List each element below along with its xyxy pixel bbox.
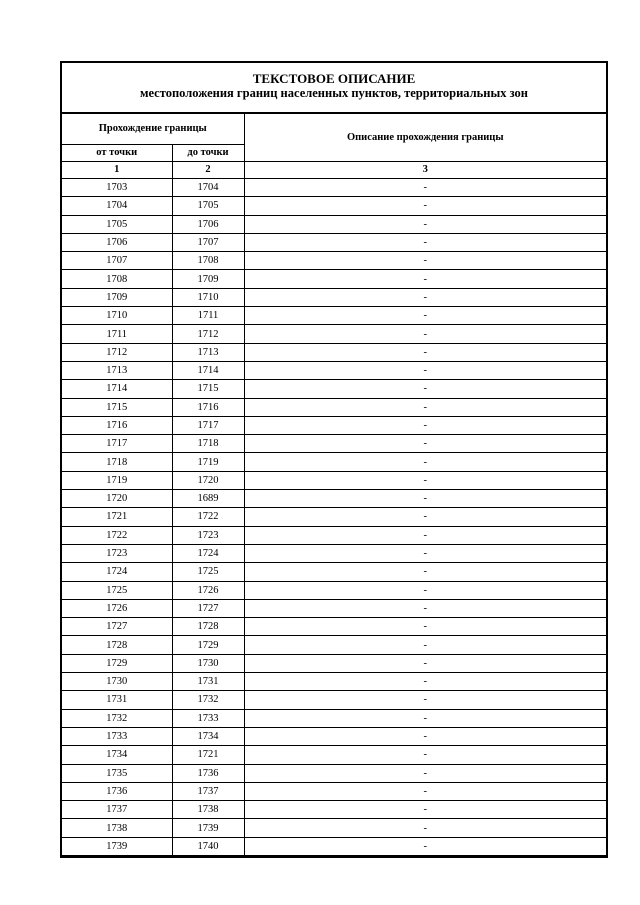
cell-description: - xyxy=(244,837,606,855)
cell-description: - xyxy=(244,764,606,782)
cell-to-point: 1711 xyxy=(172,307,244,325)
cell-to-point: 1724 xyxy=(172,544,244,562)
document-subtitle: местоположения границ населенных пунктов, территориальных зон xyxy=(139,86,529,100)
table-row xyxy=(62,563,606,581)
table-row xyxy=(62,727,606,745)
cell-description: - xyxy=(244,435,606,453)
cell-to-point: 1706 xyxy=(172,215,244,233)
cell-description: - xyxy=(244,380,606,398)
cell-to-point: 1720 xyxy=(172,471,244,489)
cell-to-point: 1740 xyxy=(172,837,244,855)
cell-to-point: 1719 xyxy=(172,453,244,471)
table-row xyxy=(62,453,606,471)
cell-from-point: 1706 xyxy=(62,233,172,251)
cell-from-point: 1733 xyxy=(62,727,172,745)
cell-to-point: 1738 xyxy=(172,801,244,819)
header-description: Описание прохождения границы xyxy=(244,114,606,162)
cell-description: - xyxy=(244,599,606,617)
cell-to-point: 1708 xyxy=(172,252,244,270)
cell-to-point: 1732 xyxy=(172,691,244,709)
table-row xyxy=(62,654,606,672)
cell-from-point: 1734 xyxy=(62,746,172,764)
table-row xyxy=(62,179,606,197)
cell-to-point: 1723 xyxy=(172,526,244,544)
cell-from-point: 1716 xyxy=(62,416,172,434)
cell-from-point: 1721 xyxy=(62,508,172,526)
cell-from-point: 1707 xyxy=(62,252,172,270)
header-col-3: 3 xyxy=(244,162,606,179)
table-row xyxy=(62,361,606,379)
cell-from-point: 1711 xyxy=(62,325,172,343)
title-block xyxy=(62,63,606,113)
table-row xyxy=(62,270,606,288)
cell-description: - xyxy=(244,654,606,672)
table-row xyxy=(62,233,606,251)
cell-description: - xyxy=(244,361,606,379)
cell-to-point: 1704 xyxy=(172,179,244,197)
cell-to-point: 1716 xyxy=(172,398,244,416)
cell-to-point: 1734 xyxy=(172,727,244,745)
cell-from-point: 1735 xyxy=(62,764,172,782)
cell-description: - xyxy=(244,416,606,434)
table-row xyxy=(62,618,606,636)
cell-from-point: 1739 xyxy=(62,837,172,855)
table-row xyxy=(62,416,606,434)
table-row xyxy=(62,490,606,508)
table-row xyxy=(62,380,606,398)
cell-to-point: 1707 xyxy=(172,233,244,251)
table-row xyxy=(62,764,606,782)
cell-to-point: 1729 xyxy=(172,636,244,654)
cell-from-point: 1737 xyxy=(62,801,172,819)
cell-description: - xyxy=(244,727,606,745)
table-row xyxy=(62,215,606,233)
cell-to-point: 1713 xyxy=(172,343,244,361)
cell-from-point: 1717 xyxy=(62,435,172,453)
table-bottom-rule xyxy=(60,856,608,858)
cell-to-point: 1730 xyxy=(172,654,244,672)
table-row xyxy=(62,673,606,691)
cell-from-point: 1736 xyxy=(62,782,172,800)
table-row xyxy=(62,837,606,855)
cell-to-point: 1689 xyxy=(172,490,244,508)
cell-from-point: 1722 xyxy=(62,526,172,544)
cell-from-point: 1710 xyxy=(62,307,172,325)
table-row xyxy=(62,325,606,343)
cell-description: - xyxy=(244,544,606,562)
cell-from-point: 1724 xyxy=(62,563,172,581)
cell-to-point: 1733 xyxy=(172,709,244,727)
table-row xyxy=(62,746,606,764)
cell-from-point: 1725 xyxy=(62,581,172,599)
table-row xyxy=(62,526,606,544)
cell-from-point: 1738 xyxy=(62,819,172,837)
table-row xyxy=(62,782,606,800)
cell-to-point: 1722 xyxy=(172,508,244,526)
boundary-description-sheet xyxy=(60,61,608,856)
cell-to-point: 1714 xyxy=(172,361,244,379)
cell-description: - xyxy=(244,270,606,288)
table-row xyxy=(62,435,606,453)
cell-to-point: 1712 xyxy=(172,325,244,343)
cell-description: - xyxy=(244,782,606,800)
document-title: ТЕКСТОВОЕ ОПИСАНИЕ xyxy=(252,71,416,86)
table-row xyxy=(62,398,606,416)
table-row xyxy=(62,343,606,361)
cell-from-point: 1704 xyxy=(62,197,172,215)
header-col-1: 1 xyxy=(62,162,172,179)
cell-from-point: 1723 xyxy=(62,544,172,562)
table-row xyxy=(62,691,606,709)
cell-to-point: 1715 xyxy=(172,380,244,398)
cell-description: - xyxy=(244,215,606,233)
table-row xyxy=(62,544,606,562)
cell-from-point: 1726 xyxy=(62,599,172,617)
table-row xyxy=(62,197,606,215)
table-row xyxy=(62,819,606,837)
cell-from-point: 1727 xyxy=(62,618,172,636)
cell-from-point: 1730 xyxy=(62,673,172,691)
cell-from-point: 1728 xyxy=(62,636,172,654)
cell-to-point: 1717 xyxy=(172,416,244,434)
cell-to-point: 1721 xyxy=(172,746,244,764)
cell-description: - xyxy=(244,288,606,306)
cell-description: - xyxy=(244,197,606,215)
cell-description: - xyxy=(244,325,606,343)
cell-description: - xyxy=(244,746,606,764)
table-row xyxy=(62,636,606,654)
cell-description: - xyxy=(244,307,606,325)
cell-to-point: 1710 xyxy=(172,288,244,306)
header-from-point: от точки xyxy=(62,145,172,162)
cell-from-point: 1720 xyxy=(62,490,172,508)
cell-from-point: 1731 xyxy=(62,691,172,709)
cell-description: - xyxy=(244,343,606,361)
table-row xyxy=(62,471,606,489)
cell-description: - xyxy=(244,618,606,636)
cell-from-point: 1718 xyxy=(62,453,172,471)
table-row xyxy=(62,508,606,526)
cell-to-point: 1727 xyxy=(172,599,244,617)
cell-description: - xyxy=(244,490,606,508)
cell-description: - xyxy=(244,581,606,599)
cell-description: - xyxy=(244,471,606,489)
cell-from-point: 1714 xyxy=(62,380,172,398)
cell-from-point: 1705 xyxy=(62,215,172,233)
cell-description: - xyxy=(244,179,606,197)
cell-description: - xyxy=(244,398,606,416)
table-row xyxy=(62,599,606,617)
header-col-2: 2 xyxy=(172,162,244,179)
table-row xyxy=(62,288,606,306)
cell-from-point: 1729 xyxy=(62,654,172,672)
cell-from-point: 1708 xyxy=(62,270,172,288)
cell-description: - xyxy=(244,673,606,691)
cell-from-point: 1703 xyxy=(62,179,172,197)
cell-to-point: 1705 xyxy=(172,197,244,215)
cell-description: - xyxy=(244,691,606,709)
cell-to-point: 1718 xyxy=(172,435,244,453)
cell-description: - xyxy=(244,252,606,270)
header-to-point: до точки xyxy=(172,145,244,162)
cell-to-point: 1739 xyxy=(172,819,244,837)
table-row xyxy=(62,709,606,727)
cell-to-point: 1737 xyxy=(172,782,244,800)
table-row xyxy=(62,801,606,819)
cell-description: - xyxy=(244,636,606,654)
boundary-table xyxy=(62,113,606,856)
cell-to-point: 1725 xyxy=(172,563,244,581)
cell-description: - xyxy=(244,801,606,819)
table-row xyxy=(62,581,606,599)
cell-to-point: 1728 xyxy=(172,618,244,636)
cell-from-point: 1715 xyxy=(62,398,172,416)
cell-to-point: 1731 xyxy=(172,673,244,691)
cell-to-point: 1709 xyxy=(172,270,244,288)
cell-to-point: 1736 xyxy=(172,764,244,782)
table-row xyxy=(62,307,606,325)
cell-description: - xyxy=(244,526,606,544)
cell-from-point: 1713 xyxy=(62,361,172,379)
cell-description: - xyxy=(244,709,606,727)
table-body xyxy=(62,179,606,856)
header-boundary-passage: Прохождение границы xyxy=(62,114,244,145)
table-row xyxy=(62,252,606,270)
cell-description: - xyxy=(244,233,606,251)
cell-description: - xyxy=(244,563,606,581)
cell-description: - xyxy=(244,819,606,837)
cell-description: - xyxy=(244,508,606,526)
cell-from-point: 1732 xyxy=(62,709,172,727)
cell-from-point: 1712 xyxy=(62,343,172,361)
cell-description: - xyxy=(244,453,606,471)
cell-from-point: 1709 xyxy=(62,288,172,306)
cell-from-point: 1719 xyxy=(62,471,172,489)
cell-to-point: 1726 xyxy=(172,581,244,599)
